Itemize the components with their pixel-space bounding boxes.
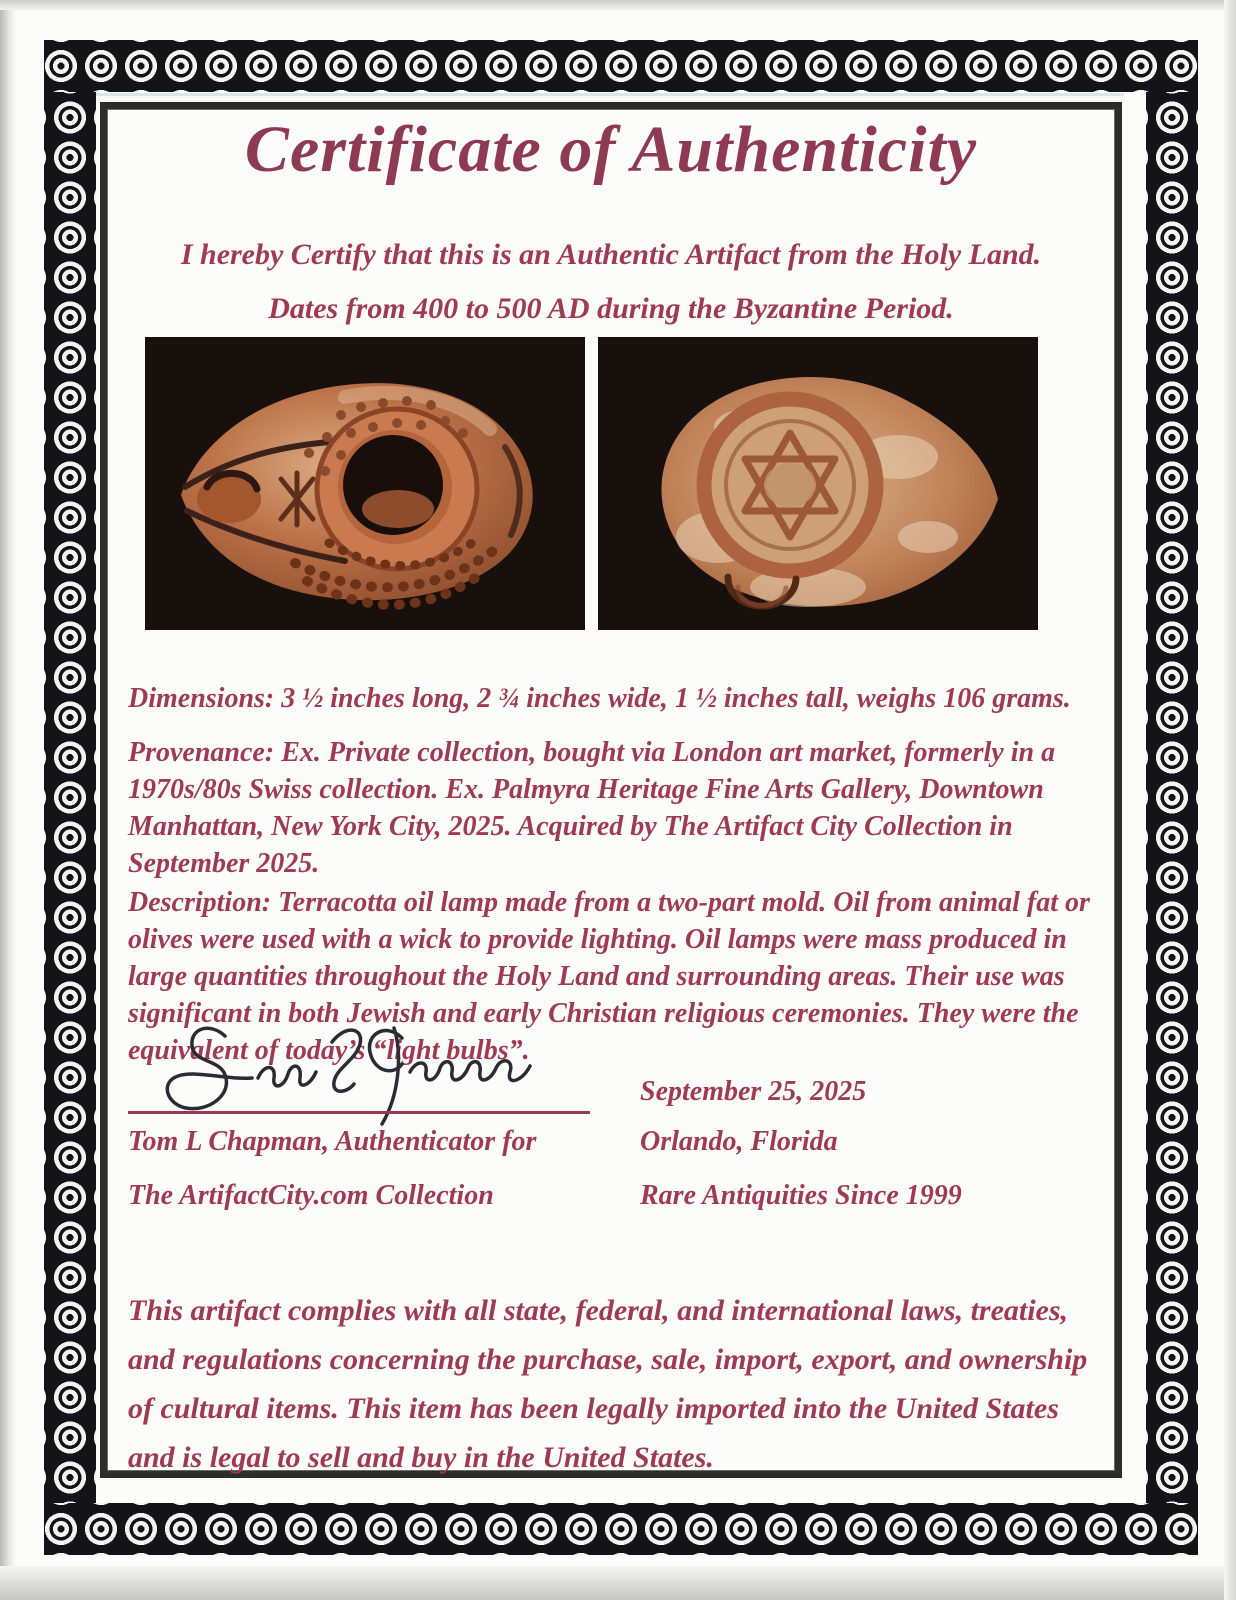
- lamp-top-view-photo: [145, 337, 585, 630]
- signer-collection-line: The ArtifactCity.com Collection: [128, 1180, 494, 1211]
- ring-border-left: [44, 92, 96, 1503]
- certificate-title: Certificate of Authenticity: [244, 113, 978, 186]
- scan-edge-bottom: [0, 1566, 1236, 1600]
- provenance-label: Provenance:: [128, 737, 275, 768]
- legal-compliance-paragraph: This artifact complies with all state, federal, and international laws, treaties, and regulations concerning the purchase, sale, import, export, and ownership of cultural items. This item has been legally imported into the United States and is legal to sell and buy in the United States.: [128, 1294, 1088, 1474]
- provenance-text: Ex. Private collection, bought via London art market, formerly in a 1970s/80s Swiss collection. Ex. Palmyra Heritage Fine Arts Gallery, Downtown Manhattan, New York City, 2025. Acquired by The Artifact City Collection in September 2025.: [128, 737, 1056, 879]
- scan-edge-right: [1224, 0, 1236, 1600]
- description-label: Description:: [128, 887, 272, 918]
- dimensions-text: 3 ½ inches long, 2 ¾ inches wide, 1 ½ inches tall, weighs 106 grams.: [274, 683, 1071, 714]
- signature-date: September 25, 2025: [640, 1076, 867, 1107]
- scan-edge-top: [0, 0, 1236, 10]
- scan-artifact-line: [96, 93, 1124, 96]
- signer-name-line: Tom L Chapman, Authenticator for: [128, 1126, 537, 1157]
- ring-border-bottom: [44, 1503, 1198, 1555]
- certify-statement: I hereby Certify that this is an Authentic Artifact from the Holy Land.: [180, 238, 1042, 271]
- signature-location: Orlando, Florida: [640, 1126, 838, 1157]
- lamp-underside-illustration: [598, 337, 1038, 630]
- lamp-underside-star-photo: [598, 337, 1038, 630]
- dimensions-label: Dimensions:: [128, 683, 275, 714]
- dimensions-paragraph: [128, 680, 1138, 717]
- scan-edge-left: [0, 0, 16, 1600]
- signature-underline: [128, 1111, 590, 1114]
- ring-border-top: [44, 40, 1198, 92]
- signature-tagline: Rare Antiquities Since 1999: [640, 1180, 962, 1211]
- dating-statement: Dates from 400 to 500 AD during the Byzantine Period.: [268, 292, 954, 325]
- ring-border-right: [1146, 92, 1198, 1503]
- lamp-top-view-illustration: [145, 337, 585, 630]
- description-text: Terracotta oil lamp made from a two-part mold. Oil from animal fat or olives were used with a wick to provide lighting. Oil lamps were mass produced in large quantities throughout the Holy Land and surrounding areas. Their use was significant in both Jewish and early Christian religious ceremonies. They were the equivalent of today’s “light bulbs”.: [128, 887, 1090, 1066]
- provenance-paragraph: [128, 734, 1103, 882]
